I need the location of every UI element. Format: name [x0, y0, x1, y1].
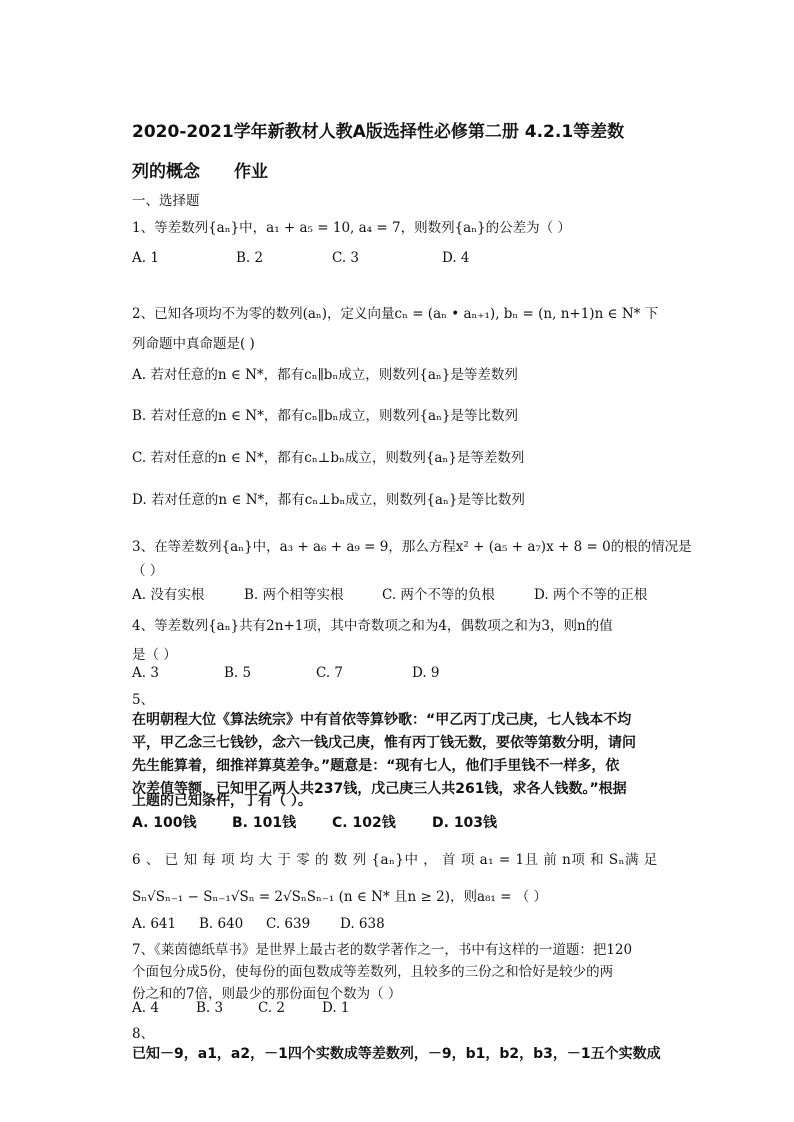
option-d: D. 638: [340, 916, 385, 932]
option-b: B. 5: [224, 665, 252, 681]
question-1-stem: 1、等差数列{aₙ}中，a₁ + a₅ = 10, a₄ = 7，则数列{aₙ}的公差为（ ）: [132, 220, 571, 236]
question-5-number: 5、: [132, 692, 155, 708]
option-c: C. 3: [332, 250, 360, 266]
question-5-line-3: 先生能算着，细推祥算莫差争。”题意是：“现有七人，他们手里钱不一样多，依: [132, 758, 620, 774]
question-3-options: [132, 583, 647, 603]
question-7-line-3: 份之和的7倍，则最少的那份面包个数为（ ）: [132, 986, 402, 1002]
question-2-option-d: D. 若对任意的n ∈ N*，都有cₙ⊥bₙ成立，则数列{aₙ}是等比数列: [132, 492, 525, 508]
option-b: B. 640: [199, 916, 244, 932]
option-d: D. 两个不等的正根: [534, 587, 648, 603]
option-a: A. 3: [132, 665, 159, 681]
option-a: A. 没有实根: [132, 587, 205, 603]
option-d: D. 1: [322, 1000, 350, 1016]
question-7-line-1: 7、《莱茵德纸草书》是世界上最古老的数学著作之一，书中有这样的一道题：把120: [132, 942, 633, 958]
question-7-line-2: 个面包分成5份，使每份的面包数成等差数列，且较多的三份之和恰好是较少的两: [132, 964, 614, 980]
option-b: B. 3: [196, 1000, 224, 1016]
option-a: A. 100钱: [132, 815, 197, 831]
title-line-1: 2020-2021学年新教材人教A版选择性必修第二册 4.2.1等差数: [132, 122, 625, 142]
question-8-line-1: 已知－9，a1，a2，－1四个实数成等差数列，－9，b1，b2，b3，－1五个实数成: [132, 1046, 661, 1062]
option-c: C. 639: [266, 916, 311, 932]
question-4-stem-line-2: 是（ ）: [132, 647, 177, 663]
question-6-stem-line-2: Sₙ√Sₙ₋₁ − Sₙ₋₁√Sₙ = 2√SₙSₙ₋₁ (n ∈ N* 且n ≥ 2)，则a₈₁ = （ ）: [132, 889, 548, 905]
option-c: C. 7: [316, 665, 344, 681]
option-b: B. 两个相等实根: [244, 587, 344, 603]
question-4-stem-line-1: 4、等差数列{aₙ}共有2n+1项，其中奇数项之和为4，偶数项之和为3，则n的值: [132, 618, 613, 634]
option-a: A. 641: [132, 916, 177, 932]
question-2-option-b: B. 若对任意的n ∈ N*，都有cₙ∥bₙ成立，则数列{aₙ}是等比数列: [132, 408, 519, 424]
question-1-options: [132, 250, 470, 266]
title-topic: 列的概念: [132, 162, 200, 182]
question-6-stem-line-1: 6 、 已 知 每 项 均 大 于 零 的 数 列 {aₙ}中 ， 首 项 a₁ = 1且 前 n项 和 Sₙ满 足: [132, 852, 658, 868]
title-suffix: 作业: [234, 162, 268, 182]
question-7-options: [132, 1000, 350, 1016]
section-heading: 一、选择题: [132, 193, 200, 209]
option-d: D. 103钱: [432, 815, 498, 831]
option-c: C. 两个不等的负根: [382, 587, 495, 603]
question-2-option-c: C. 若对任意的n ∈ N*，都有cₙ⊥bₙ成立，则数列{aₙ}是等差数列: [132, 450, 525, 466]
option-a: A. 1: [132, 250, 159, 266]
option-a: A. 4: [132, 1000, 159, 1016]
option-b: B. 101钱: [232, 815, 297, 831]
question-5-line-2: 平，甲乙念三七钱钞，念六一钱戊己庚，惟有丙丁钱无数，要依等第数分明，请问: [132, 735, 636, 751]
question-5-line-5: 上题的已知条件，丁有（ ）。: [132, 793, 312, 809]
question-2-stem-line-2: 列命题中真命题是( ): [132, 336, 255, 352]
question-2-option-a: A. 若对任意的n ∈ N*，都有cₙ∥bₙ成立，则数列{aₙ}是等差数列: [132, 367, 518, 383]
option-b: B. 2: [236, 250, 264, 266]
question-6-options: [132, 916, 385, 932]
option-c: C. 102钱: [332, 815, 396, 831]
question-3-stem-line-2: （ ）: [132, 563, 164, 579]
option-d: D. 9: [412, 665, 440, 681]
question-4-options: [132, 665, 440, 681]
question-5-options: [132, 812, 497, 832]
question-2-stem-line-1: 2、已知各项均不为零的数列(aₙ)，定义向量cₙ = (aₙ • aₙ₊₁), bₙ = (n, n+1)n ∈ N* 下: [132, 306, 659, 322]
title-line-2: [132, 152, 672, 192]
question-8-number: 8、: [132, 1026, 155, 1042]
question-3-stem-line-1: 3、在等差数列{aₙ}中，a₃ + a₆ + a₉ = 9，那么方程x² + (a₅ + a₇)x + 8 = 0的根的情况是: [132, 539, 692, 555]
option-c: C. 2: [258, 1000, 286, 1016]
option-d: D. 4: [442, 250, 470, 266]
question-5-line-1: 在明朝程大位《算法统宗》中有首依等算钞歌：“甲乙丙丁戊己庚，七人钱本不均: [132, 712, 632, 728]
document-title: [132, 112, 672, 192]
question-5-line-4: 次差值等额，已知甲乙两人共237钱，戊己庚三人共261钱，求各人钱数。”根据: [132, 781, 627, 797]
